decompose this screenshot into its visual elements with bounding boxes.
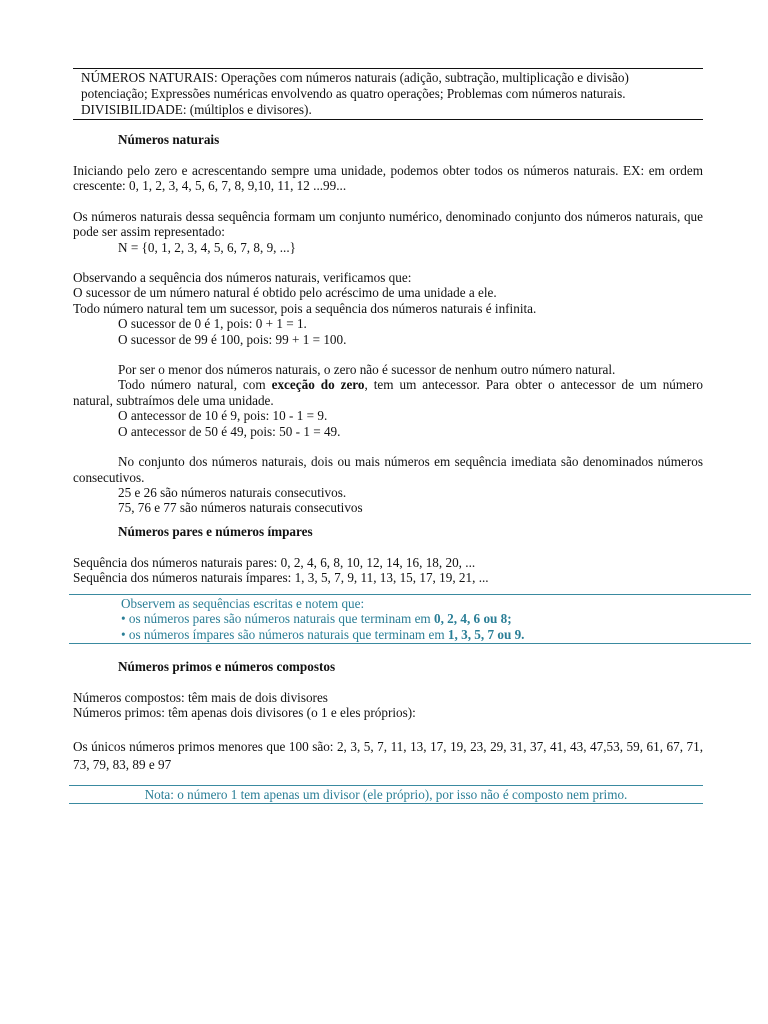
document-page: [73, 68, 703, 804]
paragraph-consecutivos: No conjunto dos números naturais, dois ou mais números em sequência imediata são denominados números consecutivos.: [73, 454, 703, 485]
lista-primos: Os únicos números primos menores que 100 são: 2, 3, 5, 7, 11, 13, 17, 19, 23, 29, 31, 37, 41, 43, 47,53, 59, 61, 67, 71, 73, 79, 83, 89 e 97: [73, 738, 703, 772]
note-line-2: • os números pares são números naturais que terminam em 0, 2, 4, 6 ou 8;: [121, 611, 512, 627]
example-consecutivos-1: 25 e 26 são números naturais consecutivos.: [118, 484, 347, 500]
example-sucessor-0: O sucessor de 0 é 1, pois: 0 + 1 = 1.: [118, 316, 307, 332]
set-notation: N = {0, 1, 2, 3, 4, 5, 6, 7, 8, 9, ...}: [118, 239, 296, 255]
obs-line-2: O sucessor de um número natural é obtido pelo acréscimo de uma unidade a ele.: [73, 285, 497, 301]
note-line-1: Observem as sequências escritas e notem que:: [121, 595, 365, 611]
obs-line-3: Todo número natural tem um sucessor, pois a sequência dos números naturais é infinita.: [73, 300, 537, 316]
header-line-2: potenciação; Expressões numéricas envolvendo as quatro operações; Problemas com números naturais.: [81, 86, 626, 101]
sequencia-pares: Sequência dos números naturais pares: 0, 2, 4, 6, 8, 10, 12, 14, 16, 18, 20, ...: [73, 554, 476, 570]
paragraph-zero: Por ser o menor dos números naturais, o zero não é sucessor de nenhum outro número natural.: [118, 362, 616, 378]
excecao-do-zero: exceção do zero: [271, 377, 365, 393]
obs-line-1: Observando a sequência dos números naturais, verificamos que:: [73, 270, 412, 286]
header-line-3: DIVISIBILIDADE: (múltiplos e divisores).: [81, 102, 312, 117]
paragraph-intro: Iniciando pelo zero e acrescentando sempre uma unidade, podemos obter todos os números naturais. EX: em ordem crescente: 0, 1, 2, 3, 4, 5, 6, 7, 8, 9,10, 11, 12 ...99...: [73, 163, 703, 194]
section-title-primos-compostos: Números primos e números compostos: [118, 659, 336, 675]
nota-numero-1: Nota: o número 1 tem apenas um divisor (ele próprio), por isso não é composto nem primo.: [144, 786, 628, 802]
note-line-3: • os números ímpares são números naturais que terminam em 1, 3, 5, 7 ou 9.: [121, 626, 525, 642]
header-line-1: NÚMEROS NATURAIS: Operações com números naturais (adição, subtração, multiplicação e divisão): [81, 70, 629, 85]
sequencia-impares: Sequência dos números naturais ímpares: 1, 3, 5, 7, 9, 11, 13, 15, 17, 19, 21, ...: [73, 570, 489, 586]
note-box-numero-1: [69, 785, 703, 804]
example-antecessor-50: O antecessor de 50 é 49, pois: 50 - 1 = 49.: [118, 423, 341, 439]
example-sucessor-99: O sucessor de 99 é 100, pois: 99 + 1 = 100.: [118, 331, 347, 347]
definicao-compostos: Números compostos: têm mais de dois divisores: [73, 690, 328, 706]
example-consecutivos-2: 75, 76 e 77 são números naturais consecutivos: [118, 500, 363, 516]
section-title-pares-impares: Números pares e números ímpares: [118, 523, 313, 539]
note-box-pares-impares: [69, 594, 751, 645]
section-title-numeros-naturais: Números naturais: [118, 132, 220, 147]
topic-header: [73, 68, 703, 120]
example-antecessor-10: O antecessor de 10 é 9, pois: 10 - 1 = 9.: [118, 408, 328, 424]
paragraph-antecessor: Todo número natural, com exceção do zero, tem um antecessor. Para obter o antecessor de um número natural, subtraímos dele uma unidade.: [73, 377, 703, 408]
definicao-primos: Números primos: têm apenas dois divisores (o 1 e eles próprios):: [73, 705, 416, 721]
paragraph-conjunto: Os números naturais dessa sequência formam um conjunto numérico, denominado conjunto dos números naturais, que pode ser assim representado:: [73, 208, 703, 240]
